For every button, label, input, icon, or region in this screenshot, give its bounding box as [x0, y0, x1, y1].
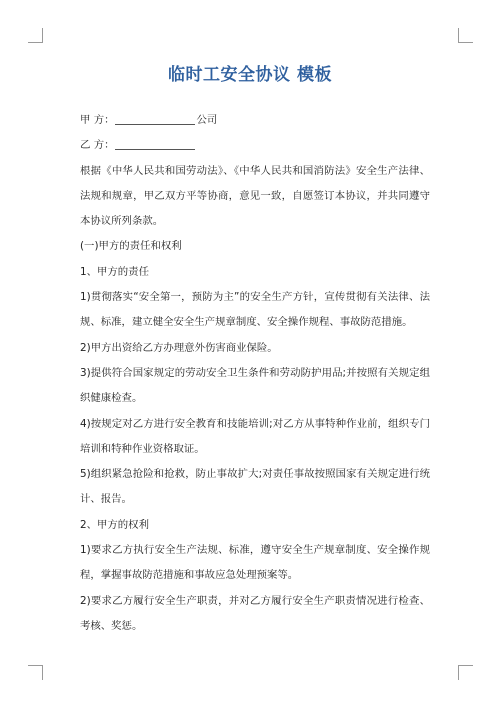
party-a-line — [80, 108, 430, 133]
corner-mark-top-right — [458, 28, 473, 43]
list-item-duty-3: 3)提供符合国家规定的劳动安全卫生条件和劳动防护用品;并按照有关规定组织健康检查。 — [80, 366, 430, 405]
party-a-suffix: 公司 — [196, 114, 218, 126]
list-item-duty-1: 1)贯彻落实“安全第一，预防为主”的安全生产方针，宣传贯彻有关法律、法规、标准，建立健全安全生产规章制度、安全操作规程、事故防范措施。 — [80, 291, 430, 329]
list-item-duty-4: 4)按规定对乙方进行安全教育和技能培训;对乙方从事特种作业前，组织专门培训和特种作业资格取证。 — [80, 417, 430, 455]
document-body — [80, 108, 430, 639]
subheading-party-a-rights: 2、甲方的权利 — [80, 518, 149, 531]
party-b-line — [80, 133, 430, 158]
list-item-right-1: 1)要求乙方执行安全生产法规、标准，遵守安全生产规章制度、安全操作规程，掌握事故防范措施和事故应急处理预案等。 — [80, 544, 430, 582]
party-a-blank[interactable] — [115, 113, 195, 125]
party-b-label: 乙 方： — [80, 139, 115, 152]
party-b-blank[interactable] — [115, 138, 195, 150]
document-title: 临时工安全协议 模板 — [168, 65, 332, 85]
list-item-right-2: 2)要求乙方履行安全生产职责，并对乙方履行安全生产职责情况进行检查、考核、奖惩。 — [80, 594, 430, 632]
subheading-party-a-duties: 1、甲方的责任 — [80, 265, 149, 278]
party-a-label: 甲 方： — [80, 114, 115, 126]
paragraph-intro: 根据《中华人民共和国劳动法》、《中华人民共和国消防法》安全生产法律、法规和规章，甲乙双方平等协商，意见一致，自愿签订本协议，并共同遵守本协议所列条款。 — [80, 164, 430, 228]
list-item-duty-5: 5)组织紧急抢险和抢救，防止事故扩大;对责任事故按照国家有关规定进行统计、报告。 — [80, 468, 430, 506]
list-item-duty-2: 2)甲方出资给乙方办理意外伤害商业保险。 — [80, 341, 278, 354]
corner-mark-bottom-right — [458, 665, 473, 680]
corner-mark-top-left — [28, 28, 43, 43]
corner-mark-bottom-left — [28, 665, 43, 680]
section-heading-party-a: (一)甲方的责任和权利 — [80, 240, 182, 253]
